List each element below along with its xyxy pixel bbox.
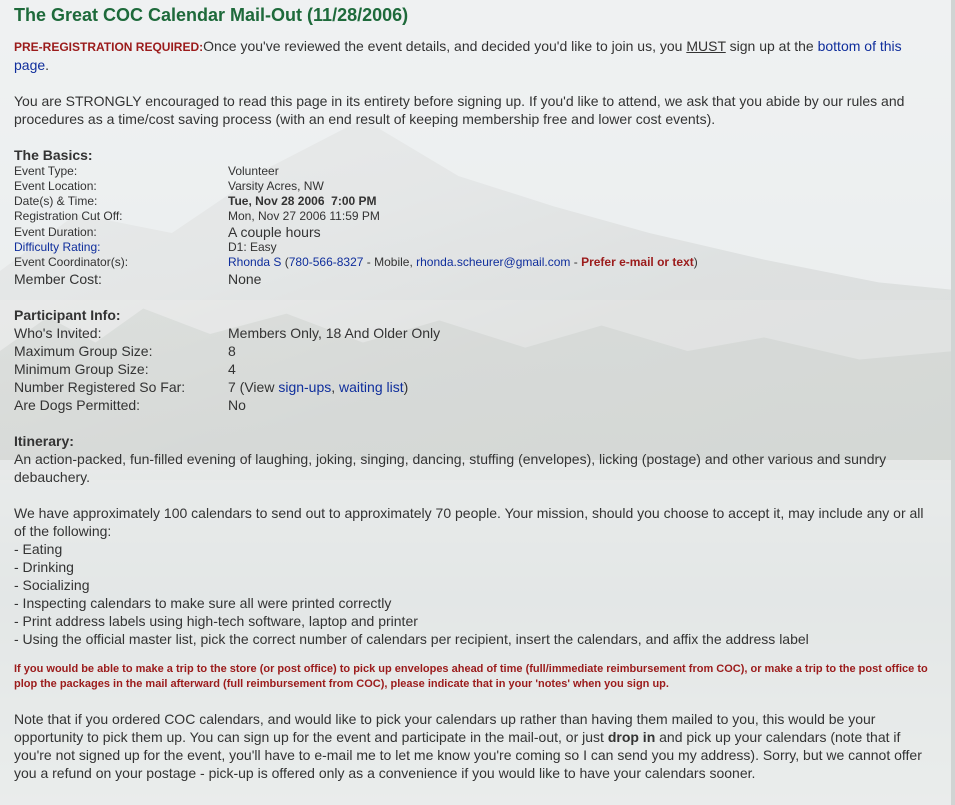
member-cost-row: Member Cost: None <box>14 271 262 287</box>
page-title: The Great COC Calendar Mail-Out (11/28/2006) <box>14 5 409 25</box>
prereq-label: PRE-REGISTRATION REQUIRED: <box>14 40 204 54</box>
coordinator-email-link[interactable]: rhonda.scheurer@gmail.com <box>416 255 571 269</box>
drop-in-text: drop in <box>607 729 656 745</box>
duration-row: Event Duration: A couple hours <box>14 224 321 240</box>
mission-text: We have approximately 100 calendars to send out to approximately 70 people. Your mission, should you choose to accept it, may include any or all of the following: <box>14 505 924 539</box>
pre-registration-notice: PRE-REGISTRATION REQUIRED:Once you've reviewed the event details, and decided you'd like to join us, you MUST sign up at the bottom of this page. <box>14 38 902 73</box>
difficulty-row: Difficulty Rating: D1: Easy <box>14 240 277 254</box>
basics-heading: The Basics: <box>14 147 93 163</box>
coordinator-row: Event Coordinator(s): Rhonda S (780-566-8327 - Mobile, rhonda.scheurer@gmail.com - Prefer e-mail or text) <box>14 255 698 269</box>
difficulty-rating-link[interactable]: Difficulty Rating: <box>14 240 101 254</box>
reimbursement-notice: If you would be able to make a trip to the store (or post office) to pick up envelopes ahead of time (full/immediate reimbursement from COC), or make a trip to the post office to plop the packages in the mail afterward (full reimbursement from COC), please indicate that in your 'notes' when you sign up. <box>14 663 928 690</box>
encourage-paragraph: You are STRONGLY encouraged to read this page in its entirety before signing up. If you'd like to attend, we ask that you abide by our rules and procedures as a time/cost saving process (with an end result of keeping membership free and lower cost events). <box>14 93 905 127</box>
contact-preference: Prefer e-mail or text <box>581 255 694 269</box>
waiting-list-link[interactable]: waiting list <box>339 379 404 395</box>
list-item: - Socializing <box>14 577 90 593</box>
list-item: - Eating <box>14 541 63 557</box>
list-item: - Inspecting calendars to make sure all were printed correctly <box>14 595 392 611</box>
sign-ups-link[interactable]: sign-ups <box>278 379 332 395</box>
pickup-paragraph: Note that if you ordered COC calendars, and would like to pick your calendars up rather than having them mailed to you, this would be your opportunity to pick them up. You can sign up for the event and participate in the mail-out, or just drop in and pick up your calendars (note that if you're not signed up for the event, you'll have to e-mail me to let me know you're coming so I can send you my address). Sorry, but we cannot offer you a refund on your postage - pick-up is offered only as a convenience if you would like to have your calendars sooner. <box>14 711 922 781</box>
itinerary-text: An action-packed, fun-filled evening of laughing, joking, singing, dancing, stuffing (envelopes), licking (postage) and other various and sundry debauchery. <box>14 451 887 485</box>
must-text: MUST <box>686 38 726 54</box>
list-item: - Using the official master list, pick the correct number of calendars per recipient, insert the calendars, and affix the address label <box>14 631 809 647</box>
registered-row: Number Registered So Far: 7 (View sign-ups, waiting list) <box>14 379 409 395</box>
min-group-row: Minimum Group Size: 4 <box>14 361 236 377</box>
bottom-of-page-link[interactable]: bottom of this page <box>14 38 902 73</box>
event-location-row: Event Location: Varsity Acres, NW <box>14 179 324 193</box>
itinerary-heading: Itinerary: <box>14 433 74 449</box>
invited-row: Who's Invited: Members Only, 18 And Older Only <box>14 325 441 341</box>
task-list <box>14 540 929 648</box>
event-page <box>14 0 929 782</box>
max-group-row: Maximum Group Size: 8 <box>14 343 236 359</box>
list-item: - Drinking <box>14 559 74 575</box>
dogs-row: Are Dogs Permitted: No <box>14 397 246 413</box>
list-item: - Print address labels using high-tech software, laptop and printer <box>14 613 418 629</box>
event-date-row: Date(s) & Time: Tue, Nov 28 2006 7:00 PM <box>14 194 377 208</box>
event-type-row: Event Type: Volunteer <box>14 164 279 178</box>
cutoff-row: Registration Cut Off: Mon, Nov 27 2006 11:59 PM <box>14 209 380 223</box>
coordinator-name-link[interactable]: Rhonda S <box>228 255 282 269</box>
participant-heading: Participant Info: <box>14 307 121 323</box>
coordinator-phone-link[interactable]: 780-566-8327 <box>288 255 364 269</box>
